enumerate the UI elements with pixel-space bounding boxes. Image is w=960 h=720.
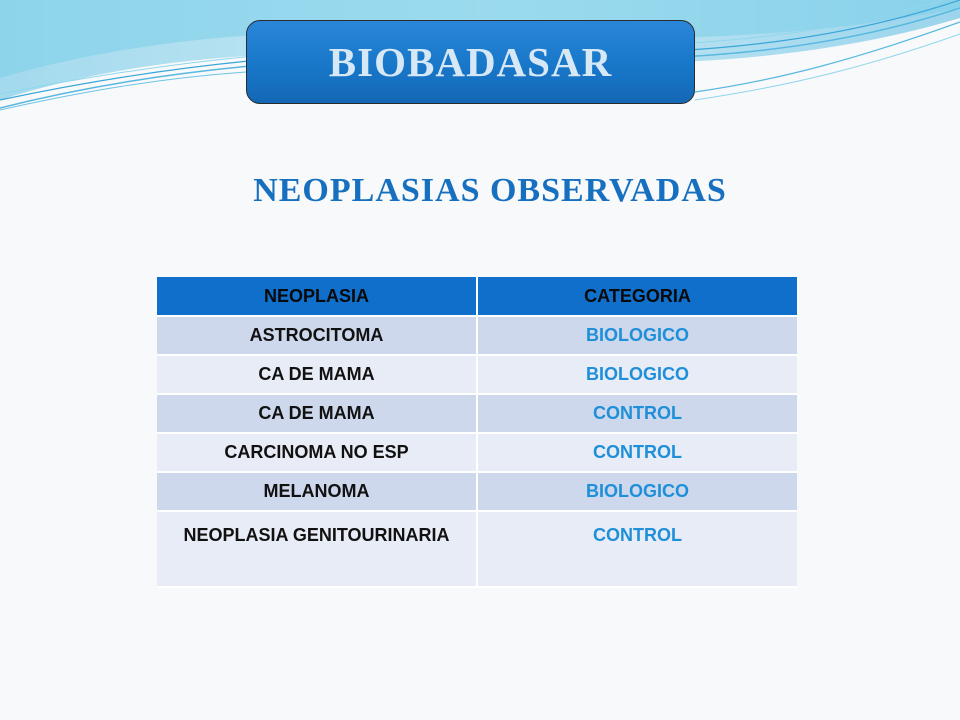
table-header-row (157, 277, 797, 316)
neoplasia-cell: ASTROCITOMA (157, 316, 477, 355)
categoria-cell: BIOLOGICO (477, 316, 797, 355)
neoplasias-table (157, 277, 797, 588)
categoria-cell: BIOLOGICO (477, 472, 797, 511)
neoplasia-cell: CA DE MAMA (157, 355, 477, 394)
neoplasia-cell: CA DE MAMA (157, 394, 477, 433)
page-title: BIOBADASAR (328, 39, 613, 85)
neoplasia-cell: NEOPLASIA GENITOURINARIA (157, 511, 477, 587)
table-row (157, 316, 797, 355)
section-subtitle: NEOPLASIAS OBSERVADAS (253, 172, 727, 209)
column-header-neoplasia: NEOPLASIA (157, 277, 477, 316)
neoplasia-cell: MELANOMA (157, 472, 477, 511)
table-row (157, 355, 797, 394)
title-banner (246, 20, 695, 104)
table-row (157, 511, 797, 587)
table-row (157, 394, 797, 433)
neoplasia-cell: CARCINOMA NO ESP (157, 433, 477, 472)
table-row (157, 433, 797, 472)
categoria-cell: CONTROL (477, 394, 797, 433)
categoria-cell: CONTROL (477, 433, 797, 472)
categoria-cell: CONTROL (477, 511, 797, 587)
table-row (157, 472, 797, 511)
column-header-categoria: CATEGORIA (477, 277, 797, 316)
categoria-cell: BIOLOGICO (477, 355, 797, 394)
